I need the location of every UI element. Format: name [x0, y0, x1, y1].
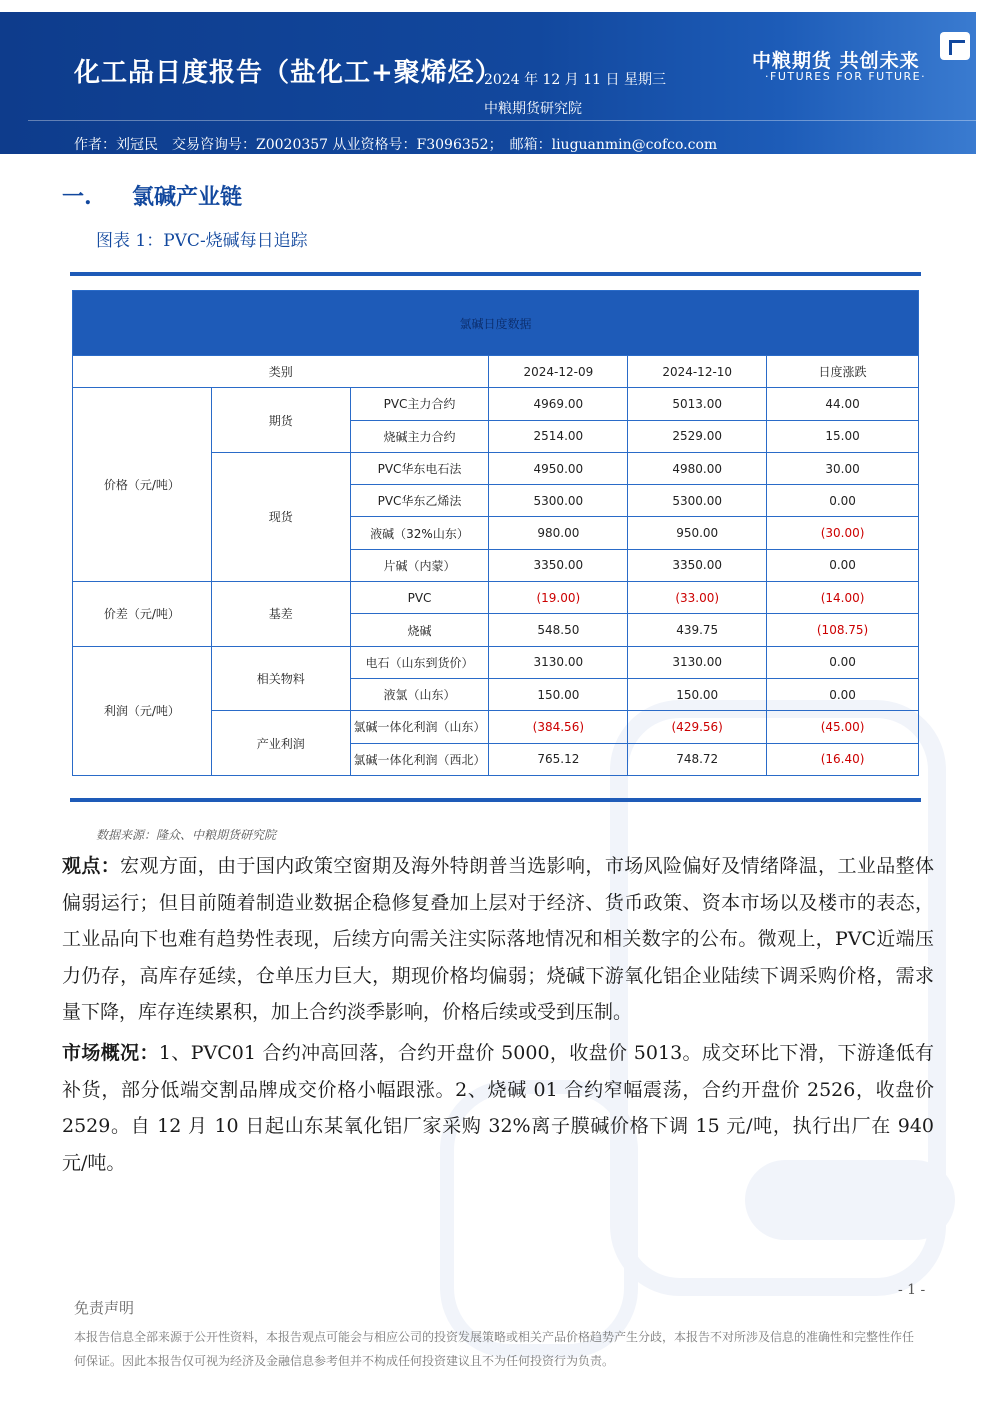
item-name: 电石（山东到货价） — [350, 646, 489, 678]
change-cell: (30.00) — [767, 517, 919, 549]
author-line: 作者：刘冠民 交易咨询号：Z0020357 从业资格号：F3096352； 邮箱：liuguanmin@cofco.com — [74, 137, 718, 153]
value-cell: (384.56) — [489, 711, 628, 743]
value-cell: 2514.00 — [489, 420, 628, 452]
change-cell: 15.00 — [767, 420, 919, 452]
market-text: 1、PVC01 合约冲高回落，合约开盘价 5000，收盘价 5013。成交环比下滑，下游逢低有补货，部分低端交割品牌成交价格小幅跟涨。2、烧碱 01 合约窄幅震荡，合约开盘价 2526，收盘价 2529。自 12 月 10 日起山东某氧化铝厂家采购 32%离子膜碱价格下调 15 元/吨，执行出厂在 940 元/吨。 — [62, 1042, 934, 1174]
subgroup-label: 相关物料 — [211, 646, 350, 711]
value-cell: 2529.00 — [628, 420, 767, 452]
logo-icon — [940, 32, 970, 60]
value-cell: 150.00 — [628, 678, 767, 710]
value-cell: (33.00) — [628, 582, 767, 614]
value-cell: 5013.00 — [628, 388, 767, 420]
subgroup-label: 期货 — [211, 388, 350, 453]
table-bottom-rule — [70, 798, 921, 802]
subgroup-label: 现货 — [211, 452, 350, 581]
change-cell: 44.00 — [767, 388, 919, 420]
view-paragraph — [62, 848, 934, 1031]
item-name: 液碱（32%山东） — [350, 517, 489, 549]
item-name: 氯碱一体化利润（山东） — [350, 711, 489, 743]
section-heading — [62, 180, 242, 211]
data-source: 数据来源：隆众、中粮期货研究院 — [96, 828, 277, 842]
item-name: PVC华东乙烯法 — [350, 485, 489, 517]
value-cell: 3130.00 — [489, 646, 628, 678]
change-cell: (45.00) — [767, 711, 919, 743]
disclaimer-text: 本报告信息全部来源于公开性资料，本报告观点可能会与相应公司的投资发展策略或相关产品价格趋势产生分歧，本报告不对所涉及信息的准确性和完整性作任何保证。因此本报告仅可视为经济及金融信息参考但并不构成任何投资建议且不为任何投资行为负责。 — [74, 1330, 915, 1368]
report-header — [0, 12, 976, 154]
value-cell: 439.75 — [628, 614, 767, 646]
value-cell: 3130.00 — [628, 646, 767, 678]
change-cell: 0.00 — [767, 646, 919, 678]
group-label: 价格（元/吨） — [73, 388, 212, 582]
value-cell: 150.00 — [489, 678, 628, 710]
change-cell: (16.40) — [767, 743, 919, 775]
change-cell: 0.00 — [767, 678, 919, 710]
item-name: 烧碱主力合约 — [350, 420, 489, 452]
figure-title: 图表 1：PVC-烧碱每日追踪 — [96, 231, 308, 251]
logo-text: 中粮期货 共创未来 — [752, 50, 920, 72]
table-row — [73, 646, 919, 678]
item-name: PVC — [350, 582, 489, 614]
market-label: 市场概况： — [62, 1042, 159, 1064]
page-number: - 1 - — [898, 1282, 926, 1298]
item-name: PVC华东电石法 — [350, 452, 489, 484]
subgroup-label: 产业利润 — [211, 711, 350, 776]
value-cell: 4969.00 — [489, 388, 628, 420]
view-text: 宏观方面，由于国内政策空窗期及海外特朗普当选影响，市场风险偏好及情绪降温，工业品整体偏弱运行；但目前随着制造业数据企稳修复叠加上层对于经济、货币政策、资本市场以及楼市的表态，工业品向下也难有趋势性表现，后续方向需关注实际落地情况和相关数字的公布。微观上，PVC近端压力仍存，高库存延续，仓单压力巨大，期现价格均偏弱；烧碱下游氧化铝企业陆续下调采购价格，需求量下降，库存连续累积，加上合约淡季影响，价格后续或受到压制。 — [62, 855, 934, 1023]
change-cell: (14.00) — [767, 582, 919, 614]
value-cell: (19.00) — [489, 582, 628, 614]
header-divider — [28, 120, 976, 121]
institute-name: 中粮期货研究院 — [484, 101, 582, 117]
value-cell: 4980.00 — [628, 452, 767, 484]
change-cell: 0.00 — [767, 485, 919, 517]
item-name: 片碱（内蒙） — [350, 549, 489, 581]
group-label: 利润（元/吨） — [73, 646, 212, 775]
col-category: 类别 — [73, 356, 489, 388]
table-title-row — [73, 291, 919, 356]
value-cell: 3350.00 — [489, 549, 628, 581]
value-cell: 950.00 — [628, 517, 767, 549]
value-cell: 765.12 — [489, 743, 628, 775]
report-date: 2024 年 12 月 11 日 星期三 — [484, 72, 666, 88]
group-label: 价差（元/吨） — [73, 582, 212, 647]
item-name: PVC主力合约 — [350, 388, 489, 420]
value-cell: 5300.00 — [489, 485, 628, 517]
item-name: 烧碱 — [350, 614, 489, 646]
section-title: 氯碱产业链 — [132, 184, 243, 210]
table-row — [73, 582, 919, 614]
change-cell: 0.00 — [767, 549, 919, 581]
logo-slogan: ·FUTURES FOR FUTURE· — [765, 70, 927, 83]
report-title: 化工品日度报告（盐化工+聚烯烃） — [74, 58, 502, 88]
col-date-1: 2024-12-09 — [489, 356, 628, 388]
table-header-row — [73, 356, 919, 388]
table-top-rule — [70, 272, 921, 276]
value-cell: (429.56) — [628, 711, 767, 743]
subgroup-label: 基差 — [211, 582, 350, 647]
value-cell: 3350.00 — [628, 549, 767, 581]
chlor-alkali-table — [72, 290, 919, 776]
section-number: 一. — [62, 184, 92, 210]
market-paragraph — [62, 1035, 934, 1181]
change-cell: 30.00 — [767, 452, 919, 484]
item-name: 氯碱一体化利润（西北） — [350, 743, 489, 775]
value-cell: 4950.00 — [489, 452, 628, 484]
disclaimer-title: 免责声明 — [74, 1299, 135, 1317]
col-change: 日度涨跌 — [767, 356, 919, 388]
table-title: 氯碱日度数据 — [73, 291, 919, 356]
col-date-2: 2024-12-10 — [628, 356, 767, 388]
table-row — [73, 388, 919, 420]
value-cell: 980.00 — [489, 517, 628, 549]
value-cell: 748.72 — [628, 743, 767, 775]
change-cell: (108.75) — [767, 614, 919, 646]
item-name: 液氯（山东） — [350, 678, 489, 710]
view-label: 观点： — [62, 855, 121, 877]
value-cell: 548.50 — [489, 614, 628, 646]
value-cell: 5300.00 — [628, 485, 767, 517]
